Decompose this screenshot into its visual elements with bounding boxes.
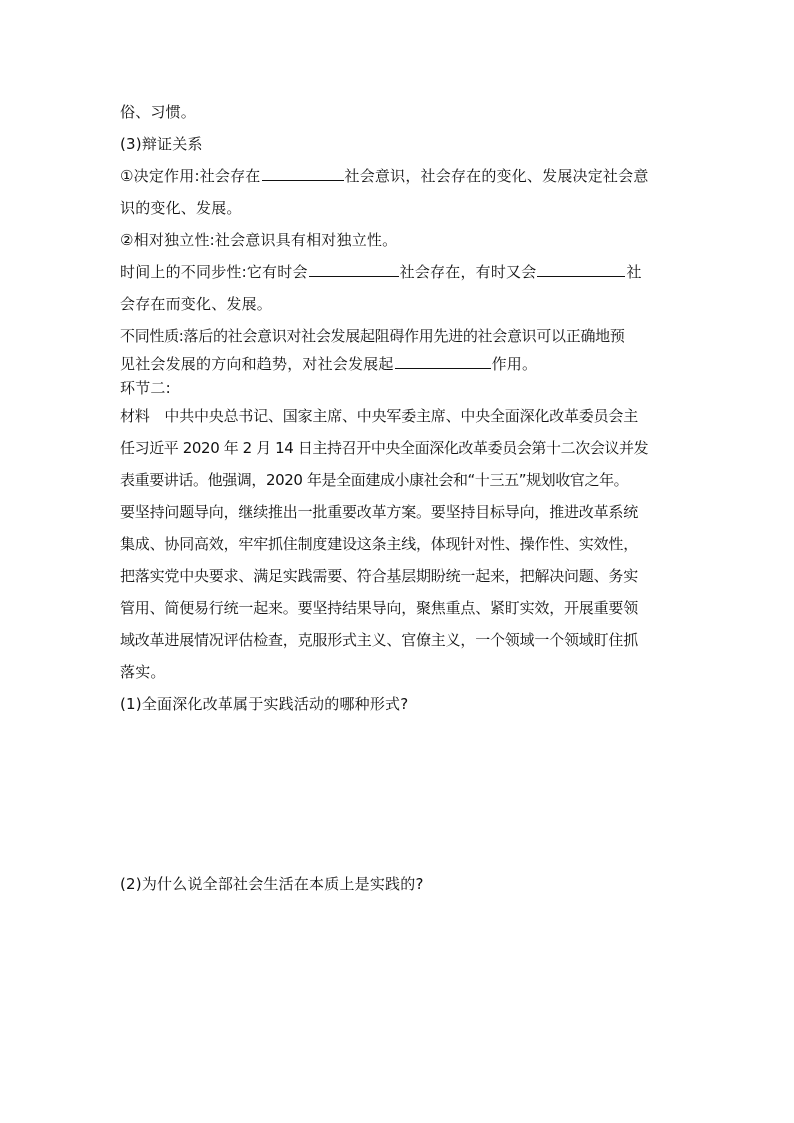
text-line xyxy=(120,354,537,374)
text-fragment: 社会存在，有时又会 xyxy=(399,263,537,281)
text-line xyxy=(120,166,649,186)
text-fragment: 社会意识，社会存在的变化、发展决定社会意 xyxy=(344,167,649,185)
text-fragment: 作用。 xyxy=(491,355,538,373)
text-line: 会存在而变化、发展。 xyxy=(120,295,273,313)
text-line: 不同性质:落后的社会意识对社会发展起阻碍作用先进的社会意识可以正确地预 xyxy=(120,327,625,345)
text-line: 俗、习惯。 xyxy=(120,103,197,121)
material-line: 表重要讲话。他强调，2020 年是全面建成小康社会和“十三五”规划收官之年。 xyxy=(120,471,629,489)
fill-blank[interactable] xyxy=(537,262,625,277)
text-line xyxy=(120,262,642,282)
material-line: 要坚持问题导向，继续推出一批重要改革方案。要坚持目标导向，推进改革系统 xyxy=(120,503,639,521)
text-fragment: ①决定作用:社会存在 xyxy=(120,167,261,185)
text-fragment: 社 xyxy=(626,263,642,281)
fill-blank[interactable] xyxy=(395,354,491,369)
section-heading: 环节二: xyxy=(120,379,171,397)
text-line: ②相对独立性:社会意识具有相对独立性。 xyxy=(120,231,398,249)
material-line: 集成、协同高效，牢牢抓住制度建设这条主线，体现针对性、操作性、实效性， xyxy=(120,535,639,553)
text-line: 识的变化、发展。 xyxy=(120,199,242,217)
text-fragment: 时间上的不同步性:它有时会 xyxy=(120,263,308,281)
material-line: 把落实党中央要求、满足实践需要、符合基层期盼统一起来，把解决问题、务实 xyxy=(120,567,639,585)
section-heading: (3)辩证关系 xyxy=(120,135,203,153)
question-1: (1)全面深化改革属于实践活动的哪种形式? xyxy=(120,695,409,713)
material-line: 域改革进展情况评估检查，克服形式主义、官僚主义，一个领域一个领域盯住抓 xyxy=(120,631,639,649)
text-fragment: 见社会发展的方向和趋势，对社会发展起 xyxy=(120,355,394,373)
fill-blank[interactable] xyxy=(262,166,344,181)
question-2: (2)为什么说全部社会生活在本质上是实践的? xyxy=(120,875,424,893)
material-line: 材料 中共中央总书记、国家主席、中央军委主席、中央全面深化改革委员会主 xyxy=(120,407,639,425)
material-line: 落实。 xyxy=(120,663,166,681)
material-line: 任习近平 2020 年 2 月 14 日主持召开中央全面深化改革委员会第十二次会议并发 xyxy=(120,439,649,457)
material-line: 管用、简便易行统一起来。要坚持结果导向，聚焦重点、紧盯实效，开展重要领 xyxy=(120,599,639,617)
fill-blank[interactable] xyxy=(309,262,399,277)
